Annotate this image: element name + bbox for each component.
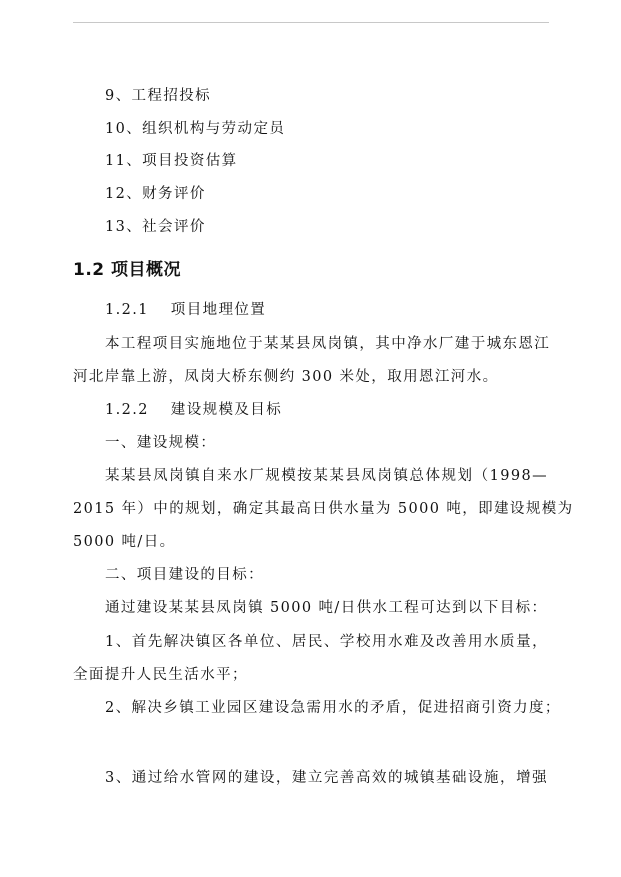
toc-item-9: 9、工程招投标: [105, 88, 212, 104]
page-header-rule: [73, 22, 549, 23]
goal-label: 二、项目建设的目标：: [105, 567, 264, 583]
location-paragraph-line-2: 河北岸靠上游，凤岗大桥东侧约 300 米处，取用恩江河水。: [73, 369, 499, 385]
subsection-title-location: 1.2.1 项目地理位置: [105, 302, 267, 318]
scale-paragraph-line-1: 某某县凤岗镇自来水厂规模按某某县凤岗镇总体规划（1998—: [105, 468, 548, 484]
toc-item-10: 10、组织机构与劳动定员: [105, 121, 286, 137]
goal-3-line-1: 3、通过给水管网的建设，建立完善高效的城镇基础设施，增强: [105, 770, 548, 786]
goal-1-line-2: 全面提升人民生活水平；: [73, 667, 248, 683]
scale-paragraph-line-2: 2015 年）中的规划，确定其最高日供水量为 5000 吨，即建设规模为: [73, 501, 574, 517]
toc-item-11: 11、项目投资估算: [105, 153, 238, 169]
goal-intro: 通过建设某某县凤岗镇 5000 吨/日供水工程可达到以下目标：: [105, 600, 548, 616]
toc-item-12: 12、财务评价: [105, 186, 206, 202]
scale-paragraph-line-3: 5000 吨/日。: [73, 534, 176, 550]
goal-1-line-1: 1、首先解决镇区各单位、居民、学校用水难及改善用水质量，: [105, 634, 548, 650]
scale-label: 一、建设规模：: [105, 435, 217, 451]
location-paragraph-line-1: 本工程项目实施地位于某某县凤岗镇，其中净水厂建于城东恩江: [105, 336, 551, 352]
toc-item-13: 13、社会评价: [105, 219, 206, 235]
goal-2: 2、解决乡镇工业园区建设急需用水的矛盾，促进招商引资力度；: [105, 700, 561, 716]
section-heading: 1.2 项目概况: [73, 260, 182, 280]
subsection-title-scale: 1.2.2 建设规模及目标: [105, 402, 283, 418]
